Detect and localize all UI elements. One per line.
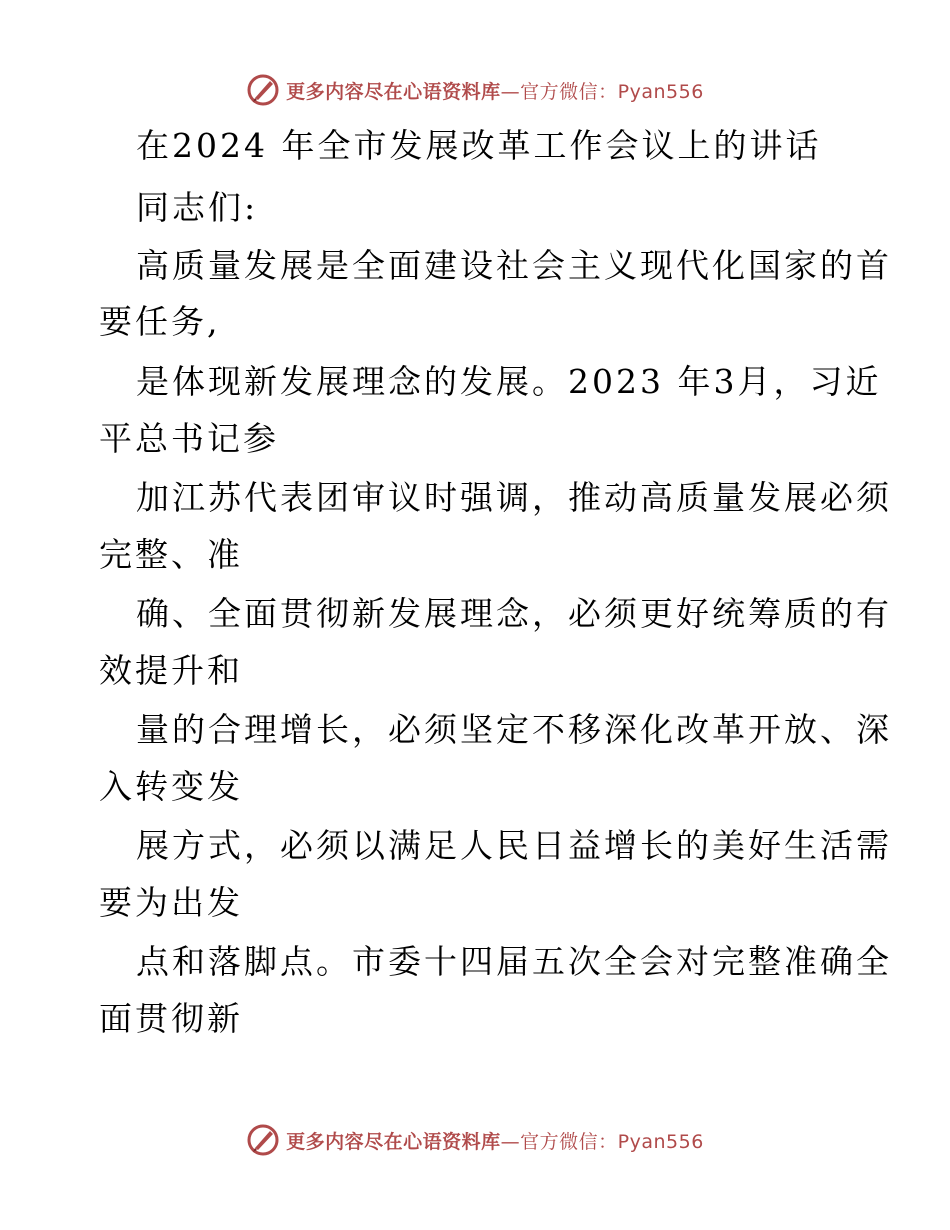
quill-seal-icon: [246, 73, 280, 107]
paragraph-line: 面贯彻新: [99, 999, 243, 1038]
watermark-text: 更多内容尽在心语资料库—官方微信：Pyan556: [286, 80, 704, 103]
paragraph-line: 高质量发展是全面建设社会主义现代化国家的首: [136, 246, 892, 285]
paragraph-line: 平总书记参: [99, 419, 279, 458]
paragraph-line: 确、全面贯彻新发展理念，必须更好统筹质的有: [136, 594, 892, 633]
salutation: 同志们:: [136, 188, 259, 227]
paragraph-line: 要为出发: [99, 883, 243, 922]
paragraph-line: 完整、准: [99, 535, 243, 574]
paragraph-line: 点和落脚点。市委十四届五次全会对完整准确全: [136, 942, 892, 981]
header-watermark: [0, 70, 950, 110]
quill-seal-icon: [246, 1123, 280, 1157]
paragraph-line: 加江苏代表团审议时强调，推动高质量发展必须: [136, 478, 892, 517]
paragraph-line: 入转变发: [99, 767, 243, 806]
paragraph-line: 展方式，必须以满足人民日益增长的美好生活需: [136, 826, 892, 865]
paragraph-line: 是体现新发展理念的发展。2023 年3月，习近: [136, 362, 882, 401]
paragraph-line: 要任务,: [99, 302, 221, 341]
document-title: 在2024 年全市发展改革工作会议上的讲话: [136, 126, 822, 165]
footer-watermark: [0, 1120, 950, 1160]
watermark-text: 更多内容尽在心语资料库—官方微信：Pyan556: [286, 1130, 704, 1153]
paragraph-line: 量的合理增长，必须坚定不移深化改革开放、深: [136, 710, 892, 749]
paragraph-line: 效提升和: [99, 651, 243, 690]
